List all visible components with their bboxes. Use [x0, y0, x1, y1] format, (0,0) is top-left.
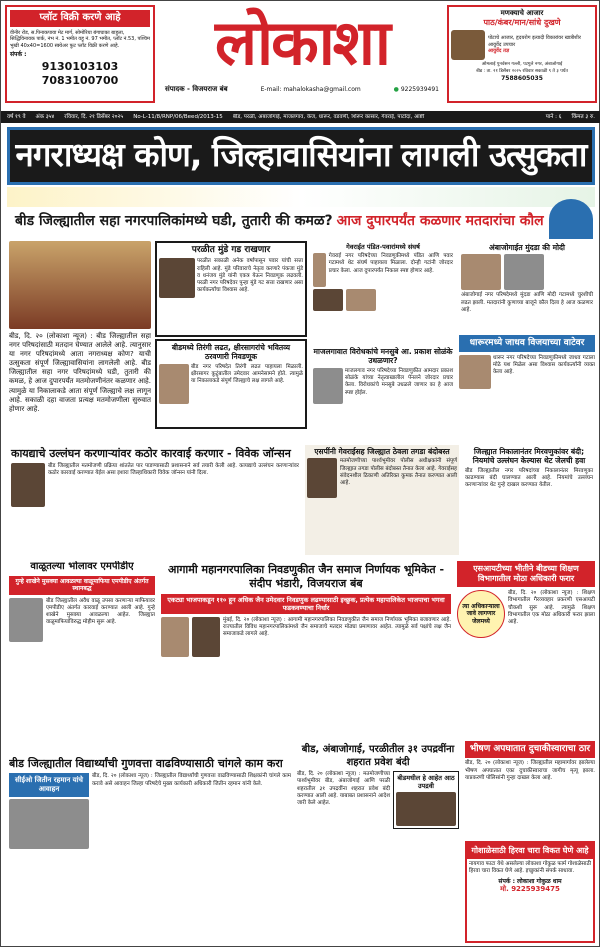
- beed-title: बीडमध्ये तिरंगी लढत, क्षीरसागरांचे भवितव्य ठरवणारी निवडणूक: [171, 343, 291, 362]
- ballot-illustration: [549, 199, 593, 239]
- ambajogai-text: अंबाजोगाई नगर परिषदेमध्ये मुंदडा आणि मोदी गटामध्ये चुरशीची लढत झाली. मतदारांनी कुणाच्या बाजूने कौल दिला हे आज कळणार आहे.: [461, 292, 593, 313]
- phone-text: ● 9225939491: [393, 85, 439, 93]
- registration-number: No-L-11/8/RNP/06/Beed/2013-15: [133, 113, 223, 120]
- sp-title: एसपींनी गेवराईसह जिल्ह्यात ठेवला तगडा बंदोबस्त: [314, 447, 450, 456]
- sub-headline-red: आज दुपारपर्यंत कळणार मतदारांचा कौल: [336, 213, 544, 230]
- masthead: [1, 1, 600, 111]
- sit-text: बीड, दि. २० (लोकाशा न्यूज) : शिक्षण विभागातील गैरव्यवहार प्रकरणी एसआयटी चौकशी सुरू आहे. त्यामुळे शिक्षण विभागातील एक मोठा अधिकारी फरार झाला आहे.: [508, 590, 595, 626]
- plot-sale-ad: [5, 5, 155, 103]
- fodder-ad-title: गोशाळेसाठी हिरवा चारा विकत घेणे आहे: [467, 843, 593, 859]
- plot-sale-ad-title: प्लॉट विक्री करणे आहे: [10, 10, 150, 27]
- sp-text: मतमोजणीच्या पार्श्वभूमीवर पोलीस अधीक्षकांनी संपूर्ण जिल्ह्यात तगडा पोलीस बंदोबस्त तैनात केला आहे. गेवराईसह संवेदनशील ठिकाणी अतिरिक्त कुमक तैनात करण्यात आली आहे.: [340, 458, 457, 487]
- ayurveda-ad-doctor: आयुर्वेद तज्ञ: [488, 47, 510, 54]
- plot-sale-contact-label: संपर्क :: [10, 51, 27, 58]
- accident-title: भीषण अपघातात दुचाकीस्वाराचा ठार: [465, 741, 595, 758]
- plot-sale-ad-body: वीनीर रोड, स.पिनाकपाया मेट मार्ग, सोमोरिया बंगाघाका बाहुला, सिद्धिविनायक पार्क, नंभ नं. 1 भमीत वहू नं. 97 भमीत, प्लॉट नं.53, पश्चिम भुखी 40x40=1600 स्क्वेअर फुट प्लॉट विक्री करणे आहे.: [10, 29, 150, 49]
- lead-story-text: बीड, दि. २० (लोकाशा न्यूज) : बीड जिल्ह्यातील सहा नगर परिषदांसाठी मतदान घेण्यात आलेले आहे. त्यानुसार या नगर परिषदांमध्ये आता नगराध्यक्ष कोण? याची उत्सुकता संपूर्ण जिल्ह्यावासियांना लागलेली आहे. बीड जिल्ह्यातील सहा नगर परिषदांमध्ये घडी, तुतारी की कमळ, हे आज दुपारपर्यंत मतमोजणीनंतर कळणार आहे. त्यामुळे या निकालाकडे आता संपूर्ण जिल्ह्याचे लक्ष लागून आहे. सकाळी दहा वाजता प्रत्यक्ष मतमोजणीला सुरुवात होणार आहे.: [9, 332, 151, 413]
- results-ban-story: [463, 445, 595, 555]
- plot-sale-phone-2: 7083100700: [41, 74, 119, 88]
- majalgaon-photo: [313, 368, 343, 404]
- email-text: E-mail: mahalokasha@gmail.com: [260, 85, 361, 93]
- editor-name: संपादक - विजयराज बंब: [165, 85, 228, 93]
- throne-illustration: [9, 241, 151, 329]
- results-ban-text: बीड जिल्ह्यातील नगर परिषदांच्या निकालानंतर मिरवणुका काढण्यास बंदी घालण्यात आली आहे. नियमांचे उल्लंघन करणाऱ्यांवर थेट गुन्हे दाखल करण्यात येतील.: [465, 467, 593, 489]
- logo-block: [161, 3, 443, 107]
- sub-headline-main: बीड जिल्ह्यातील सहा नगरपालिकांमध्ये घडी, तुतारी की कमळ?: [15, 213, 333, 230]
- mpid-subtitle: गुन्हे शाखेने मुसक्या आवळल्या वाळूमाफिया एमपीडीए अंतर्गत स्थानबद्ध: [9, 576, 155, 595]
- main-headline: नगराध्यक्ष कोण, जिल्हावासियांना लागली उत्सुकता: [7, 127, 595, 185]
- whatsapp-icon: ●: [393, 85, 401, 93]
- gevrai-text: गेवराई नगर परिषदेच्या निवडणुकीमध्ये पंडित आणि पवार गटामध्ये थेट संघर्ष पाहायला मिळाला. दोन्ही गटांनी जोरदार प्रचार केला. आज दुपारपर्यंत निकाल स्पष्ट होणार आहे.: [328, 253, 453, 274]
- jain-photo-2: [192, 617, 220, 657]
- gevrai-photo-3: [346, 289, 376, 311]
- entry-ban-title: बीड, अंबाजोगाई, परळीतील ३१ उपद्रवींना शहरात प्रवेश बंदी: [301, 744, 455, 768]
- jain-highlight: एकट्या भाजपाकडून ११० हून अधिक जैन उमेदवार निवडणुक लढण्यासाठी इच्छुक, प्रत्येक महापालिकेत भाजपाचा भगवा फडकवण्याचा निर्धार: [161, 594, 451, 614]
- fodder-ad-contact: मो. 9225939475: [500, 885, 560, 894]
- issue-number: अंक ३५४: [35, 113, 55, 120]
- beed-text: बीड नगर परिषदेत तिरंगी लढत पाहायला मिळाली. क्षीरसागर कुटुंबातील उमेदवार आमनेसामने होते. त्यामुळे या निकालाकडे संपूर्ण जिल्ह्याचे लक्ष लागले आहे.: [191, 363, 303, 385]
- majalgaon-title: माजलगावात विरोधकांचे मनसुबे आ. प्रकाश सोळंके उधळणार?: [313, 347, 453, 366]
- fodder-ad-text: नायगाव फाटा येथे असलेल्या लोकाशा गोकुळ फार्म गोशाळेसाठी हिरवा चारा विकत घेणे आहे. इच्छुकांनी संपर्क साधावा.: [469, 861, 591, 875]
- newspaper-logo: लोकाशा: [215, 6, 389, 79]
- headline-strip: [7, 187, 595, 207]
- sp-photo: [307, 458, 337, 498]
- education-title: बीड जिल्ह्यातील विद्यार्थ्यांची गुणवत्ता वाढविण्यासाठी चांगले काम करा: [9, 757, 283, 770]
- dharur-photo: [459, 355, 491, 389]
- jain-title: आगामी महानगरपालिका निवडणुकीत जैन समाज निर्णायक भूमिकेत - संदीप भंडारी, विजयराज बंब: [167, 563, 445, 591]
- ayurveda-ad-highlight: पाठ/कंबर/मान/सांधे दुखणे: [483, 17, 561, 27]
- plot-sale-phone-1: 9130103103: [41, 59, 119, 73]
- issue-year: वर्ष १९ वे: [7, 113, 26, 120]
- education-story: [9, 757, 291, 943]
- mpid-photo: [9, 598, 43, 642]
- dharur-title: धारूरमध्ये जाधव विजयाच्या वाटेवर: [459, 335, 595, 352]
- spine-illustration: [451, 30, 485, 60]
- sit-story: [457, 561, 595, 737]
- issue-info-bar: [1, 111, 600, 123]
- gevrai-photo-2: [313, 289, 343, 311]
- education-badge: सीईओ जितीन रहमान यांचे आवाहन: [9, 773, 89, 797]
- mpid-story: [9, 561, 155, 751]
- issue-date: रविवार, दि. २१ डिसेंबर २०२५: [64, 113, 124, 120]
- jain-photo-1: [161, 617, 189, 657]
- coverage-areas: बीड, परळी, अंबाजोगाई, माजलगाव, केज, धारूर, वडवणी, शिरूर कासार, गेवराई, पाटोदा, आष्टी: [232, 113, 425, 120]
- jain-story: [159, 561, 453, 737]
- ayurveda-ad-heading: मणक्याचे आजार: [500, 9, 544, 17]
- beed-photo: [159, 364, 189, 404]
- mpid-text: बीड जिल्ह्यातील अवैध वाळू उपसा करणाऱ्या माफियावर एमपीडीए अंतर्गत कारवाई करण्यात आली आहे. गुन्हे शाखेने मुसक्या आवळल्या आहेत. जिल्ह्यात वाळूमाफियांविरुद्ध मोहीम सुरू आहे.: [46, 597, 155, 626]
- majalgaon-story: [311, 345, 455, 445]
- entry-ban-story: [295, 741, 461, 943]
- gevrai-story: [311, 241, 455, 341]
- ambajogai-title: अंबाजोगाईत मुंदडा की मोदी: [489, 243, 565, 252]
- accident-text: बीड, दि. २० (लोकाशा न्यूज) : जिल्ह्यातील महामार्गावर झालेल्या भीषण अपघातात एका दुचाकीस्वाराचा जागीच मृत्यू झाला. याप्रकरणी पोलिसांनी गुन्हा दाखल केला आहे.: [465, 760, 595, 781]
- jain-text: मुंबई, दि. २० (लोकाशा न्यूज) : आगामी महानगरपालिका निवडणुकीत जैन समाज निर्णायक भूमिका बजावणार आहे. राज्यातील विविध महानगरपालिकांमध्ये जैन समाजाचे मतदार मोठ्या प्रमाणावर आहेत. त्यामुळे सर्व पक्षांचे लक्ष जैन समाजाकडे लागले आहे.: [223, 616, 451, 638]
- fodder-ad: [465, 841, 595, 943]
- ambajogai-story: [459, 241, 595, 331]
- sp-story: [305, 445, 459, 555]
- logo-subline: [161, 85, 443, 94]
- results-ban-title: जिल्ह्यात निकालानंतर मिरवणुकांवर बंदी; नियमांचे उल्लंघन केल्यास थेट जेलची हवा: [472, 447, 586, 466]
- education-photo: [9, 799, 89, 849]
- ayurveda-ad-text: पोटाचे आजार, हृदयरोग इत्यादी विकारांवर खात्रीशीर आयुर्वेद उपचार: [488, 35, 581, 48]
- ambajogai-photo-1: [461, 254, 501, 290]
- price: किंमत ३ रु.: [571, 113, 595, 120]
- dharur-text: धारूर नगर परिषदेच्या निवडणुकीमध्ये जाधव गटाला मोठे यश मिळेल असा विश्वास कार्यकर्त्यांनी व्यक्त केला आहे.: [493, 354, 595, 376]
- parli-story: [155, 241, 307, 337]
- gevrai-photo-1: [313, 253, 326, 287]
- mpid-title: वाळूतल्या भोलावर एमपीडीए: [30, 561, 134, 572]
- ambajogai-photo-2: [504, 254, 544, 290]
- fodder-ad-contact-label: संपर्क : लोकाशा गोकुळ धाम: [498, 877, 562, 885]
- johnson-title: कायद्याचे उल्लंघन करणाऱ्यांवर कठोर कारवाई करणार - विवेक जॉन्सन: [11, 447, 291, 460]
- sit-bubble: त्या अधिकाऱ्याला जावे लागणार जेलमध्ये: [457, 590, 505, 638]
- johnson-text: बीड जिल्ह्यातील मतमोजणी प्रक्रिया शांततेत पार पाडण्यासाठी प्रशासनाने सर्व तयारी केली आहे. कायद्याचे उल्लंघन करणाऱ्यांवर कठोर कारवाई करण्यात येईल असा इशारा जिल्हाधिकारी विवेक जॉन्सन यांनी दिला.: [48, 462, 299, 477]
- sub-headline: [15, 211, 545, 233]
- parli-title: परळीत मुंडे गड राखणार: [191, 245, 271, 255]
- johnson-photo: [11, 463, 45, 507]
- ayurveda-ad-address: ओमलाई पुनर्वसन गल्ली, पटगुले नगर, अंबाजोगाई: [481, 61, 563, 67]
- beed-story: [155, 339, 307, 429]
- parli-photo: [159, 258, 195, 298]
- page-count: पाने : ६: [545, 113, 562, 120]
- dharur-story: [459, 335, 595, 445]
- ayurveda-ad-date: बीड : ता. २१ डिसेंबर २०२५ रविवार सकाळी ९ ते ३ पर्यंत: [476, 69, 568, 75]
- entry-ban-text: बीड, दि. २० (लोकाशा न्यूज) : मतमोजणीच्या पार्श्वभूमीवर बीड, अंबाजोगाई आणि परळी शहरातील ३१ उपद्रवींना शहरात प्रवेश बंदी करण्यात आली आहे. याबाबत प्रशासनाने आदेश जारी केले आहेत.: [297, 771, 390, 807]
- johnson-story: [9, 445, 301, 555]
- parli-text: परळीत सकाळी अनेक वर्षांपासून पवार यांची सत्ता राहिली आहे. मुंडे परिवाराचे नेतृत्व करणारे पंकजा मुंडे व धनंजय मुंडे यांनी एकत्र येऊन निवडणूक लढवली. परळी नगर परिषदेवर पुन्हा मुंडे गट सत्ता राखणार असा कार्यकर्त्यांचा विश्वास आहे.: [197, 258, 303, 294]
- lead-story: [9, 241, 151, 417]
- handcuff-photo: [396, 792, 456, 826]
- ayurveda-ad-contact: 7588605035: [501, 75, 543, 82]
- ayurveda-ad: [447, 5, 597, 103]
- education-text: बीड, दि. २० (लोकाशा न्यूज) : जिल्ह्यातील विद्यार्थ्यांची गुणवत्ता वाढविण्यासाठी शिक्षकांनी चांगले काम करावे असे आवाहन जिल्हा परिषदेचे मुख्य कार्यकारी अधिकारी जितीन रहमान यांनी केले.: [92, 773, 291, 787]
- gevrai-title: गेवराईत पंडित-पवारांमध्ये संघर्ष: [346, 243, 420, 251]
- sit-title: एसआयटीच्या भीतीने बीडच्या शिक्षण विभागातील मोठा अधिकारी फरार: [457, 561, 595, 587]
- accident-story: [465, 741, 595, 837]
- entry-ban-box-title: बीडमधील हे आहेत आठ उपद्रवी: [397, 774, 455, 791]
- majalgaon-text: माजलगाव नगर परिषदेच्या निवडणुकीत आमदार प्रकाश सोळंके यांच्या नेतृत्वाखालील पॅनलने जोरदार प्रचार केला. विरोधकांचे मनसुबे उधळले जाणार का हे आज स्पष्ट होईल.: [345, 367, 453, 396]
